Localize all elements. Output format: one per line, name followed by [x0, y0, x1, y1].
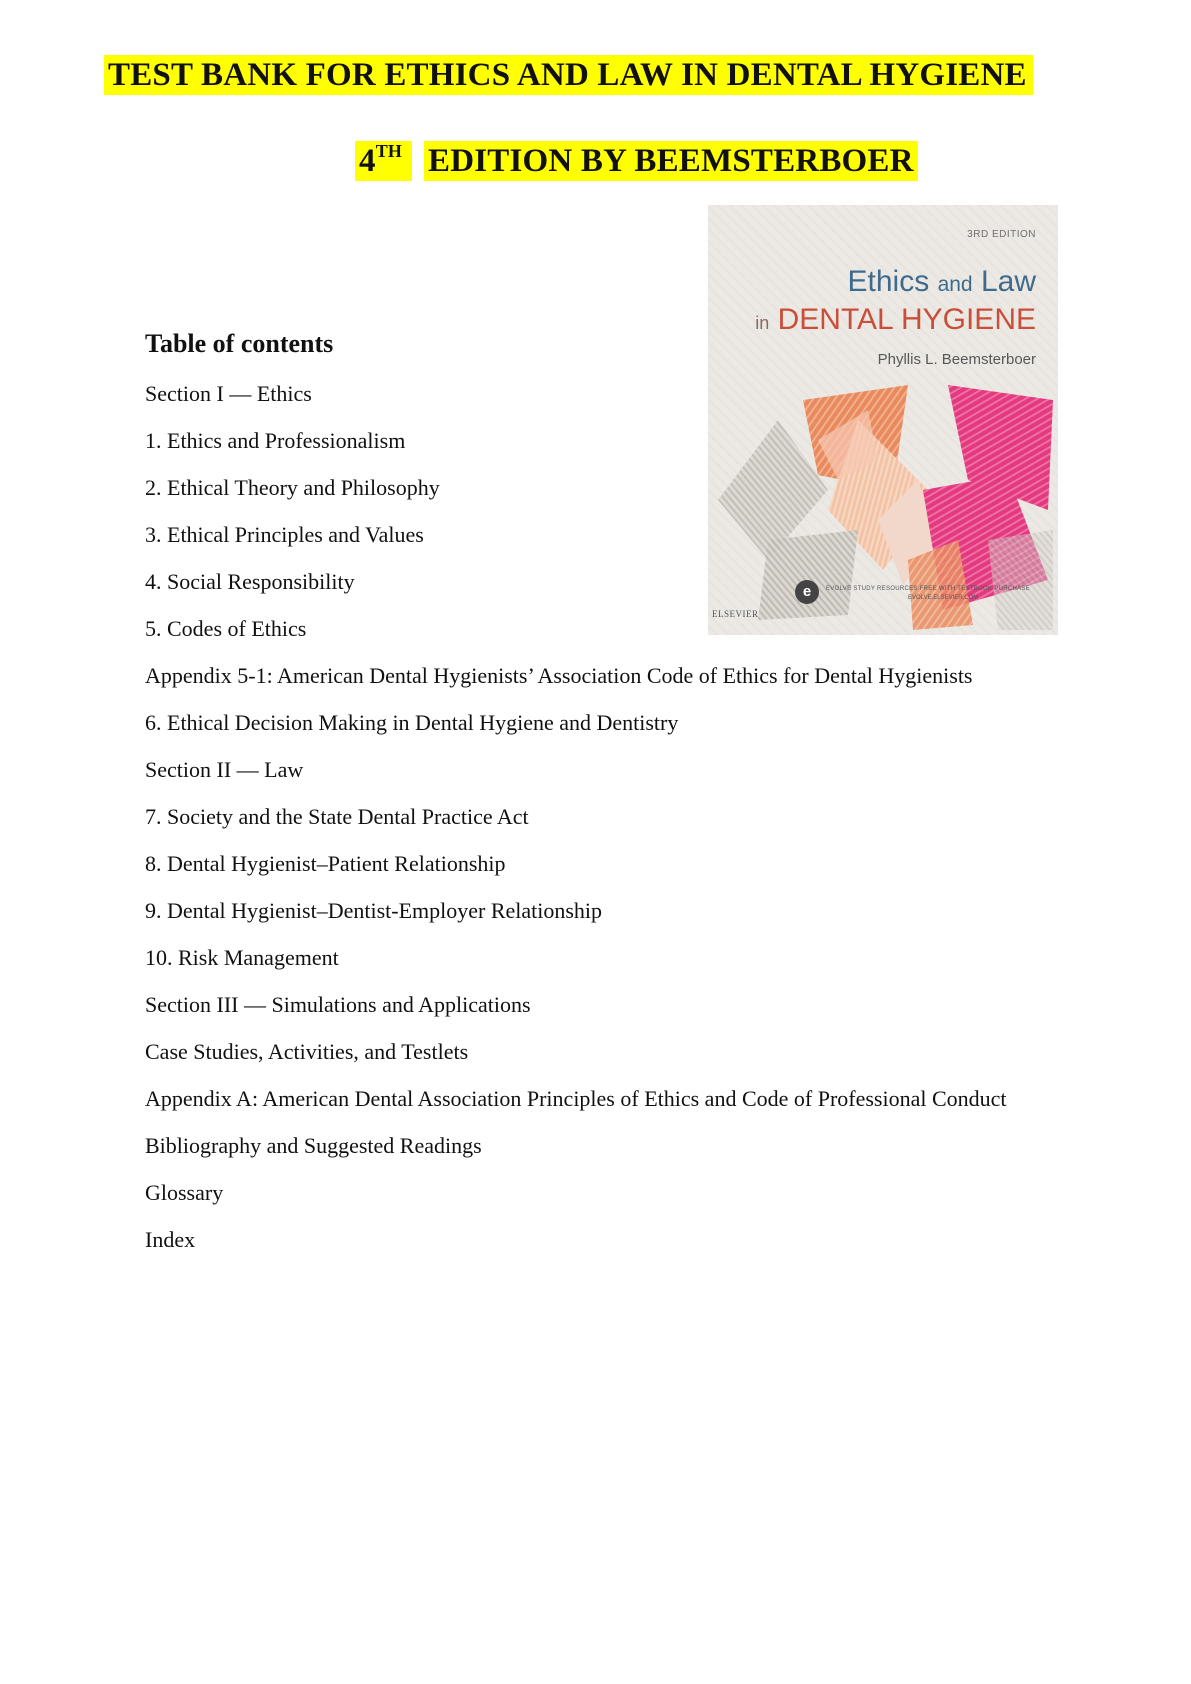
- toc-item: Section II — Law: [145, 757, 304, 782]
- toc-item: Section III — Simulations and Applications: [145, 992, 531, 1017]
- toc-item: 8. Dental Hygienist–Patient Relationship: [145, 851, 506, 876]
- toc-item: Glossary: [145, 1180, 224, 1205]
- cover-title-ethics: Ethics: [847, 265, 930, 298]
- toc-item: 3. Ethical Principles and Values: [145, 522, 424, 547]
- title-text-1: TEST BANK FOR ETHICS AND LAW IN DENTAL HYGIENE: [108, 57, 1027, 93]
- toc-heading: Table of contents: [145, 329, 334, 358]
- title-text-2: EDITION BY BEEMSTERBOER: [428, 143, 914, 179]
- cover-evolve-text: EVOLVE STUDY RESOURCES FREE WITH TEXTBOOK PURCHASE: [826, 586, 1031, 592]
- cover-publisher: ELSEVIER: [712, 609, 759, 619]
- toc-item: Appendix 5-1: American Dental Hygienists’ Association Code of Ethics for Dental Hygienists: [145, 663, 973, 688]
- cover-title-bottom: [755, 303, 1036, 337]
- cover-evolve-url: EVOLVE.ELSEVIER.COM: [908, 595, 979, 601]
- cover-author: Phyllis L. Beemsterboer: [877, 351, 1036, 368]
- document-title-line-1: [104, 55, 1033, 95]
- toc-item: 5. Codes of Ethics: [145, 616, 307, 641]
- evolve-logo-icon: e: [795, 580, 819, 604]
- document-title-line-2-edition-number: [355, 141, 412, 181]
- toc-item: 9. Dental Hygienist–Dentist-Employer Relationship: [145, 898, 603, 923]
- cover-title-top: [848, 265, 1036, 299]
- toc-list: [145, 379, 1007, 1272]
- toc-item: 2. Ethical Theory and Philosophy: [145, 475, 440, 500]
- cover-title-and: and: [937, 273, 973, 296]
- toc-item: Section I — Ethics: [145, 381, 312, 406]
- toc-item: Appendix A: American Dental Association Principles of Ethics and Code of Professional Conduct: [145, 1086, 1007, 1111]
- toc-item: Bibliography and Suggested Readings: [145, 1133, 482, 1158]
- document-title-line-2: [424, 141, 918, 181]
- toc-item: 1. Ethics and Professionalism: [145, 428, 406, 453]
- toc-item: 10. Risk Management: [145, 945, 339, 970]
- cover-edition-label: 3RD EDITION: [967, 229, 1036, 240]
- cover-title-in: in: [755, 313, 770, 333]
- edition-superscript: TH: [375, 141, 403, 161]
- cover-title-dental-hygiene: DENTAL HYGIENE: [777, 303, 1036, 336]
- toc-item: 4. Social Responsibility: [145, 569, 355, 594]
- toc-item: Case Studies, Activities, and Testlets: [145, 1039, 469, 1064]
- toc-item: Index: [145, 1227, 196, 1252]
- edition-number: 4: [359, 143, 376, 179]
- toc-item: 6. Ethical Decision Making in Dental Hygiene and Dentistry: [145, 710, 679, 735]
- toc-item: 7. Society and the State Dental Practice Act: [145, 804, 529, 829]
- cover-title-law: Law: [980, 265, 1036, 298]
